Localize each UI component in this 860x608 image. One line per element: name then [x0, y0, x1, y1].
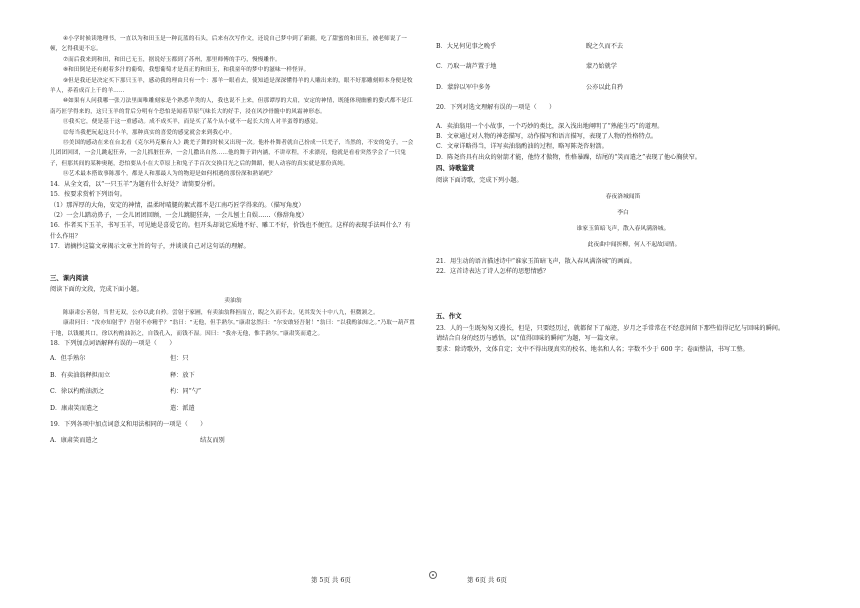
- classic-text-title: 卖油翁: [224, 298, 242, 305]
- question-16: 16．作者买下玉羊，书写玉羊，可见她是喜爱它的。但开头却说它质地不好、雕工不好，价钱也不便宜。这样的表现手法叫什么？有什么作用？: [50, 222, 411, 240]
- essay-requirements: 要求：除诗歌外，文体自定；文中不得出现真实的校名、地名和人名；字数不少于 600 字；卷面整洁，书写工整。: [436, 345, 749, 353]
- section-3-intro: 阅读下面的文段，完成下面小题。: [50, 285, 143, 293]
- question-20-option-a: A．卖油翁用一个小故事，一个巧妙的类比，深入浅出地阐明了“熟能生巧”的道理。: [436, 122, 664, 130]
- reading-paragraph-9: ⑨但是我还是决定买下那只玉羊，感动我的理由只有一个：那羊一眼看去，使知道是深深懂得羊的人雕出来的，眼不好那雕刻师本身便是牧羊人，养着成百上千的羊……: [50, 77, 413, 95]
- question-20-option-d: D．陈尧咨具有出众的射箭才能，他恃才傲物，性格暴躁，结尾的“笑而遣之”表现了他心胸狭窄。: [436, 153, 701, 161]
- reading-paragraph-10: ⑩如果有人问我哪一张刀法里面唯雕刻家是个熟悉羊类的人，我也说不上来，但那谭厚的大肩，安定的神情，既能体现幽雅的姿式都不是江南巧匠学得来的，这只玉羊的背后分明有个恐怕是闻着草原气味长大的好手，浸在风沙骨髓中的风霜神形态。: [50, 98, 413, 115]
- section-3-heading: 三、课内阅读: [50, 273, 89, 282]
- question-19-option-c: C．乃取一葫芦置于地 蒙乃始就学: [436, 63, 617, 71]
- reading-paragraph-11: ⑪我买它，便是基于这一重感动。成不成买羊，而是买了某个从小就不一起长大的人对羊蛮尊的感觉。: [63, 119, 322, 126]
- question-15: 15．按要求赏析下列语句。: [50, 191, 126, 199]
- reading-paragraph-7: ⑦而后我来到和田，和田已无玉，据说好玉都到了苏州，那里师傅的手巧，慢慢雕作。: [63, 56, 281, 63]
- poem-line-1: 谁家玉笛暗飞声，散入春风满洛城。: [576, 226, 670, 233]
- left-column: [50, 34, 416, 457]
- question-18-option-d: D．康肃笑而遣之 遣：派遣: [50, 404, 195, 412]
- question-19-option-a: A．康肃笑而遣之 结友而别: [50, 437, 225, 445]
- essay-instruction: 请结合自身的经历与感悟，以“值得回味的瞬间”为题，写一篇文章。: [436, 335, 622, 343]
- right-column: [436, 34, 810, 355]
- question-18: 18．下列加点词语解释有误的一项是（ ）: [50, 339, 176, 347]
- question-21: 21．用生动的语言描述诗中“谁家玉笛暗飞声，散入春风满洛城”的画面。: [436, 257, 636, 265]
- reading-paragraph-14: ⑭艺术最本搭故事陈那个，都是人和那最人为的物迎是如何相遇的那份深和熟诵吧？: [63, 171, 276, 178]
- classic-paragraph-2: 康肃问曰：“汝亦知射乎？吾射不亦精乎？”翁曰：“无他，但手熟尔。”康肃忿然曰：“尔安敢轻吾射！”翁曰：“以我酌油知之。”乃取一葫芦置于地，以钱覆其口，徐以杓酌油沥之，自钱孔入，而钱不湿。因曰：“我亦无他，惟手熟尔。”康肃笑而遣之。: [50, 320, 415, 337]
- question-19-option-d: D．蒙辞以军中多务 公亦以此自矜: [436, 83, 624, 91]
- question-20-option-c: C．文章详略得当，详写卖油翁酌油的过程，略写陈尧咨射箭。: [436, 143, 608, 151]
- question-20: 20．下列对选文理解有误的一项是（ ）: [436, 104, 556, 112]
- reading-paragraph-6: ④小学时候读地理书，一直以为和田玉是一种瓦蓝的石头，后来有次写作文，还说自己梦中到了新疆，吃了甜蜜的和田玉，被老师说了一顿，乞得我更不忘。: [50, 36, 408, 53]
- section-4-heading: 四、诗歌鉴赏: [436, 164, 475, 173]
- question-15-2: （2）一会儿踏动鼻子，一会儿团团回顾，一会儿跳腿狂奔，一会儿刨土自娱……（修辞角度）: [50, 211, 308, 219]
- poem-title: 春夜洛城闻笛: [605, 193, 641, 200]
- question-18-option-a: A．但手熟尔 但：只: [50, 355, 189, 363]
- question-17: 17．请摘抄这篇文章揭示文章主旨的句子，并谈谈自己对这句话的理解。: [50, 243, 250, 251]
- question-14: 14．从全文看，以“一只玉羊”为题有什么好处？请简要分析。: [50, 180, 219, 188]
- question-22: 22．这首诗表达了诗人怎样的思想情感？: [436, 268, 550, 276]
- question-20-option-b: B．文章通过对人物的神态描写，动作描写和语言描写，表现了人物的性格特点。: [436, 133, 658, 141]
- reading-paragraph-8: ⑧和田倒是还有耐着多汁的葡萄，我想葡萄才是真正的和田玉，和我童年的梦中的滋味一样怪异。: [63, 67, 310, 74]
- poem-line-2: 此夜曲中闻折柳，何人不起故园情。: [587, 242, 681, 249]
- section-5-heading: 五、作文: [436, 312, 462, 321]
- page-number-right: 第 6页 共 6页: [467, 576, 507, 584]
- reading-paragraph-12: ⑫每当我把玩起这只小羊，那种真实的喜爱的感觉就会来到我心中。: [63, 129, 236, 136]
- section-4-intro: 阅读下面诗歌，完成下列小题。: [436, 176, 523, 184]
- reading-paragraph-13: ⑬美国的感动在来在台北看《克尔玛克紫台人》跳羌子舞的时候又出现一次。他朴朴舞者就自己扮成一只羌子，当然的，不安的兔子，一会儿团团回团，一会儿跳起狂奔，一会儿抓脏狂奔，一会儿撒出自然……他的舞于讲内涵，不讲章程，不求漂亮，他就是看看突然学会了一只兔子，但那其间的某种奥秘，恐怕要从小在大草原上和兔子手百次交换目光之后的舞蹈，便人动容的真实就是那份真纯。: [50, 140, 414, 167]
- question-19-option-b: B．大兄何见事之晚乎 睨之久而不去: [436, 43, 624, 50]
- essay-prompt: 23．人的一生既匆匆又漫长，但是，只要经历过，就都留下了痕迹，岁月之手常常在不经意间留下那些值得记忆与回味的瞬间。: [436, 324, 785, 332]
- question-18-option-c: C．徐以杓酌油沥之 杓：同“勺”: [50, 388, 202, 396]
- question-19: 19．下列各项中加点词意义和用法相同的一项是（ ）: [50, 421, 207, 428]
- poem-author: 李白: [617, 210, 629, 217]
- question-18-option-b: B．有卖油翁释担而立 释：放下: [50, 371, 195, 379]
- page-number-left: 第 5页 共 6页: [311, 576, 351, 584]
- question-15-1: （1）那浑厚的大角，安定的神情，温柔时晴腿的絮式都不是江南巧匠学得来的。（描写角度）: [50, 201, 305, 209]
- binding-ring-icon: [429, 571, 437, 579]
- classic-paragraph-1: 陈康肃公善射，当世无双，公亦以此自矜。尝射于家圃，有卖油翁释担而立，睨之久而不去。见其发矢十中八九，但微颔之。: [63, 309, 379, 316]
